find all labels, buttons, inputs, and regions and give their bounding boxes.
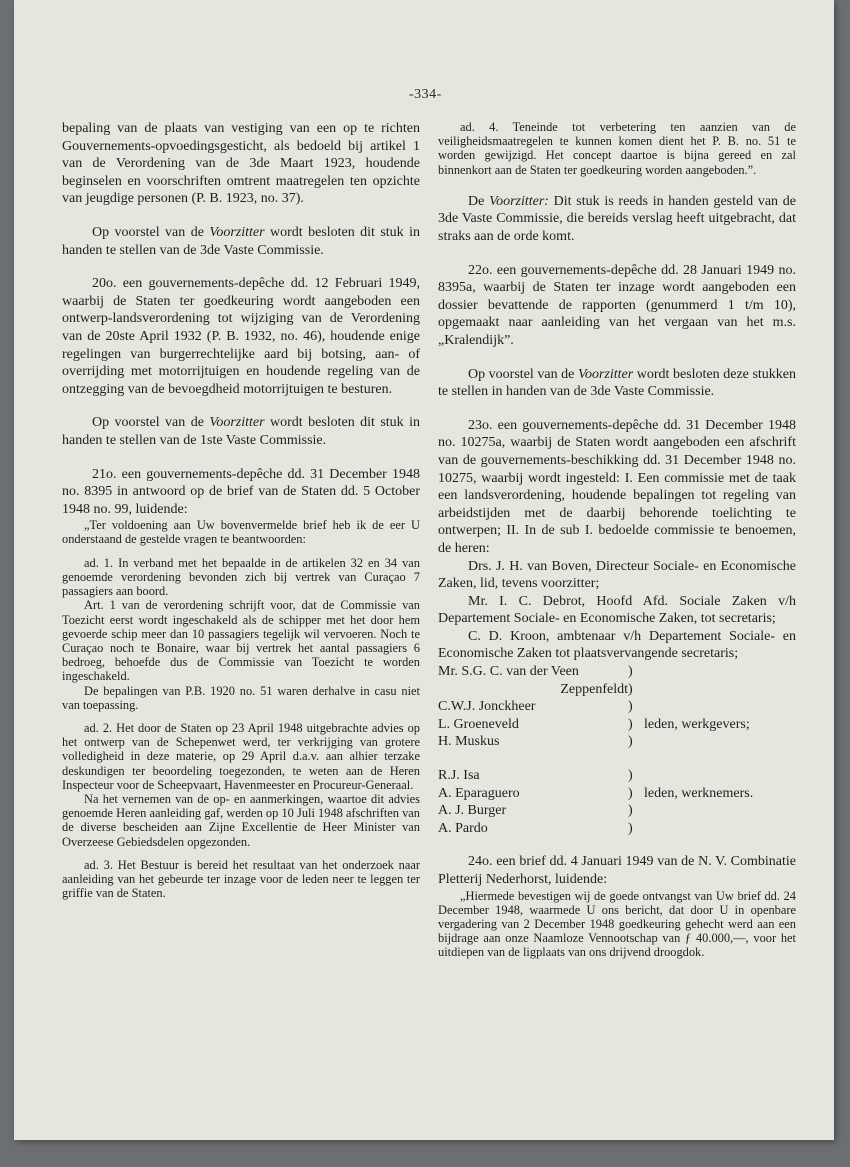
committee-member-row: [438, 785, 796, 803]
resolution-paragraph: [62, 414, 420, 449]
paragraph: bepaling van de plaats van vestiging van een op te richten Gouvernements-opvoedingsgesticht, als bedoeld bij artikel 1 van de Verordening van de 3de Maart 1923, houdende beginselen en voorschriften omtrent maatregelen ten opzichte van jeugdige personen (P. B. 1923, no. 37).: [62, 121, 420, 207]
resolution-paragraph: [438, 366, 796, 401]
resolution-text: wordt besloten dit stuk in handen te stellen van de 3de Vaste Commissie.: [62, 224, 420, 258]
page-number: -334-: [409, 87, 442, 102]
paragraph: ad. 2. Het door de Staten op 23 April 1948 uitgebrachte advies op het ontwerp van de Schepenwet werd, ter verkrijging van grotere volledigheid in deze materie, op 29 April d.a.v. aan alhier terzake deskundigen ter beoordeling toegezonden, te weten aan de Heren Inspecteur voor de Scheepvaart, Havenmeester en Procureur-Generaal.: [62, 720, 420, 792]
member-bracket: ): [628, 681, 633, 697]
paragraph: Drs. J. H. van Boven, Directeur Sociale- en Economische Zaken, lid, tevens voorzitter;: [438, 558, 796, 592]
member-role: [644, 820, 796, 838]
paragraph: De bepalingen van P.B. 1920 no. 51 waren derhalve in casu niet van toepassing.: [62, 683, 420, 712]
member-bracket: ): [628, 768, 633, 784]
resolution-italic: Voorzitter:: [489, 193, 549, 209]
spacer: [62, 450, 420, 466]
paragraph: „Ter voldoening aan Uw bovenvermelde brief heb ik de eer U onderstaand de gestelde vragen te beantwoorden:: [62, 518, 420, 547]
member-bracket: ): [628, 664, 633, 680]
left-column: [62, 120, 420, 900]
paragraph: 24o. een brief dd. 4 Januari 1949 van de N. V. Combinatie Pletterij Nederhorst, luidende:: [438, 854, 796, 887]
spacer: [438, 837, 796, 853]
committee-member-row: [438, 663, 796, 681]
right-column: [438, 120, 796, 960]
paragraph: 21o. een gouvernements-depêche dd. 31 December 1948 no. 8395 in antwoord op de brief van de Staten dd. 5 October 1948 no. 99, luidende:: [62, 466, 420, 517]
paragraph: ad. 3. Het Bestuur is bereid het resultaat van het onderzoek naar aanleiding van het gebeurde ter inzage voor de leden neer te leggen ter griffie van de Staten.: [62, 857, 420, 901]
committee-member-row: [438, 767, 796, 785]
member-name: H. Muskus: [438, 734, 500, 750]
member-bracket: ): [628, 699, 633, 715]
member-role: [644, 802, 796, 820]
resolution-prefix: Op voorstel van de: [92, 415, 210, 431]
resolution-text: wordt besloten deze stukken te stellen in handen van de 3de Vaste Commissie.: [438, 366, 796, 400]
committee-member-row: [438, 733, 796, 751]
committee-member-row: [438, 802, 796, 820]
paragraph: 23o. een gouvernements-depêche dd. 31 December 1948 no. 10275a, waarbij de Staten wordt aangeboden een afschrift van de gouvernements-beschikking dd. 31 December 1948 no. 10275, waarbij wordt ingesteld: I. Een commissie met de taak een landsverordening, houdende bepalingen tot regeling van arbeidstijden met de daarbij behorende toelichting te ontwerpen; II. In de sub I. bedoelde commissie te benoemen, de heren:: [438, 417, 796, 556]
resolution-text: Dit stuk is reeds in handen gesteld van de 3de Vaste Commissie, die bereids verslag heeft uitgebracht, dat straks aan de orde komt.: [438, 193, 796, 244]
member-name: C.W.J. Jonckheer: [438, 699, 536, 715]
member-role: [644, 681, 796, 699]
member-bracket: ): [628, 820, 633, 836]
paragraph: 22o. een gouvernements-depêche dd. 28 Januari 1949 no. 8395a, waarbij de Staten ter inzage wordt aangeboden een dossier bevattende de rapporten (genummerd 1 t/m 10), opgemaakt naar aanleiding van het vergaan van het m.s. „Kralendijk”.: [438, 262, 796, 348]
member-name: L. Groeneveld: [438, 716, 519, 732]
spacer: [62, 849, 420, 858]
member-role: [644, 663, 796, 681]
paragraph: 20o. een gouvernements-depêche dd. 12 Februari 1949, waarbij de Staten ter goedkeuring wordt aangeboden een ontwerp-landsverordening tot wijziging van de Verordening van de 20ste April 1932 (P. B. 1932, no. 46), houdende enige regelingen van burgerrechtelijke aard bij botsing, aan- of overrijding met motorrijtuigen en houdende regeling van de ontzegging van de bevoegdheid motorrijtuigen te besturen.: [62, 276, 420, 397]
member-name: Mr. S.G. C. van der Veen: [438, 664, 579, 680]
resolution-paragraph: [438, 193, 796, 246]
resolution-prefix: Op voorstel van de: [468, 366, 578, 382]
spacer: [62, 398, 420, 414]
paragraph: Na het vernemen van de op- en aanmerkingen, waartoe dit advies genoemde Heren aanleiding gaf, werden op 10 Juli 1948 afschriften van de diverse bescheiden aan Zijne Excellentie de Heer Minister van Overzeese Gebiedsdelen opgezonden.: [62, 791, 420, 849]
member-name: A. Pardo: [438, 820, 488, 836]
paragraph: C. D. Kroon, ambtenaar v/h Departement Sociale- en Economische Zaken tot plaatsvervangende secretaris;: [438, 628, 796, 662]
paragraph: ad. 1. In verband met het bepaalde in de artikelen 32 en 34 van genoemde verordening bevonden zich bij vertrek van Curaçao 7 passagiers aan boord.: [62, 555, 420, 599]
committee-member-row: [438, 716, 796, 734]
paragraph: ad. 4. Teneinde tot verbetering ten aanzien van de veiligheidsmaatregelen te kunnen komen dient het P. B. no. 51 te worden gewijzigd. Het concept daartoe is bijna gereed en zal binnenkort aan de Staten ter goedkeuring worden aangeboden.”.: [438, 120, 796, 177]
member-name: Zeppenfeldt: [560, 681, 628, 697]
paragraph: Art. 1 van de verordening schrijft voor, dat de Commissie van Toezicht eerst wordt ingeschakeld als de schipper met het door hem gevoerde schip meer dan 10 passagiers tegelijk wil vervoeren. Noch te Curaçao noch te Bonaire, waar bij vertrek het aantal passagiers 6 bedroeg, behoefde dus de Commissie van Toezicht te worden ingeschakeld.: [62, 598, 420, 684]
spacer: [438, 751, 796, 767]
member-bracket: ): [628, 803, 633, 819]
resolution-italic: Voorzitter: [209, 415, 265, 431]
resolution-prefix: Op voorstel van de: [92, 224, 210, 240]
spacer: [62, 259, 420, 275]
resolution-italic: Voorzitter: [209, 224, 265, 240]
member-role: leden, werknemers.: [644, 785, 754, 801]
member-role: [644, 733, 796, 751]
member-name: A. Eparaguero: [438, 785, 520, 801]
member-role: leden, werkgevers;: [644, 716, 750, 732]
member-bracket: ): [628, 716, 633, 732]
committee-member-row: [438, 698, 796, 716]
spacer: [438, 401, 796, 417]
member-role: [644, 698, 796, 716]
resolution-prefix: De: [468, 193, 490, 209]
committee-member-row: [438, 681, 796, 699]
document-page: [14, 0, 834, 1140]
paragraph: „Hiermede bevestigen wij de goede ontvangst van Uw brief dd. 24 December 1948, waarmede U ons bericht, dat door U in openbare vergadering van 2 December 1948 goedkeuring gehecht werd aan een bijdrage aan onze Naamloze Vennootschap van ƒ 40.000,—, voor het uitdiepen van de ligplaats van ons drijvend droogdok.: [438, 888, 796, 960]
spacer: [62, 712, 420, 721]
member-name: A. J. Burger: [438, 803, 507, 819]
paragraph: Mr. I. C. Debrot, Hoofd Afd. Sociale Zaken v/h Departement Sociale- en Economische Zaken, tot secretaris;: [438, 593, 796, 627]
member-bracket: ): [628, 785, 633, 801]
resolution-text: wordt besloten dit stuk in handen te stellen van de 1ste Vaste Commissie.: [62, 415, 420, 448]
committee-member-row: [438, 820, 796, 838]
resolution-paragraph: [62, 224, 420, 259]
spacer: [438, 177, 796, 193]
spacer: [62, 547, 420, 556]
member-name: R.J. Isa: [438, 768, 480, 784]
resolution-italic: Voorzitter: [577, 366, 634, 382]
member-bracket: ): [628, 734, 633, 750]
member-role: [644, 767, 796, 785]
spacer: [438, 246, 796, 262]
spacer: [438, 350, 796, 366]
spacer: [62, 208, 420, 224]
